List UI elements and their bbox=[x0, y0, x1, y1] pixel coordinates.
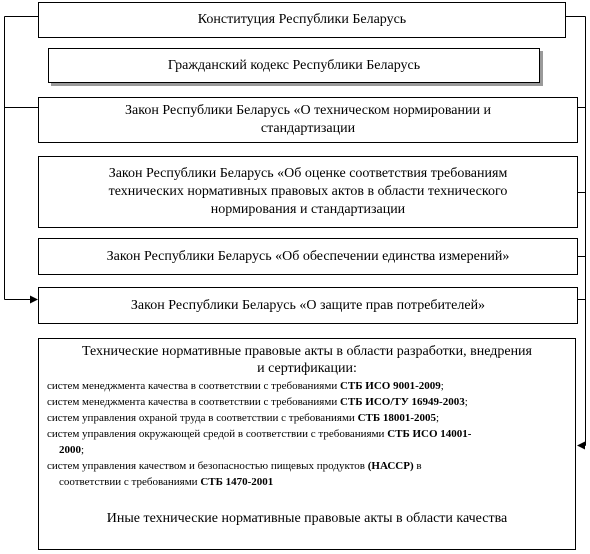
acts-item-tail: в bbox=[413, 460, 422, 472]
law-conformity-line-1: Закон Республики Беларусь «Об оценке соответствия требованиям bbox=[108, 166, 508, 181]
acts-item-tail: ; bbox=[464, 396, 468, 408]
acts-item bbox=[39, 474, 575, 490]
acts-item bbox=[39, 410, 575, 426]
acts-item-tail: ; bbox=[81, 444, 85, 456]
law-measure-label: Закон Республики Беларусь «Об обеспечении единства измерений» bbox=[106, 248, 510, 264]
constitution-label: Конституция Республики Беларусь bbox=[197, 12, 407, 27]
acts-item bbox=[39, 394, 575, 410]
acts-item-text: систем управления окружающей средой в соответствии с требованиями bbox=[47, 428, 388, 440]
technical-acts-box bbox=[38, 338, 576, 550]
law-measure-box bbox=[38, 238, 578, 275]
acts-item bbox=[39, 442, 575, 458]
acts-item-text: систем управления качеством и безопасностью пищевых продуктов bbox=[47, 460, 368, 472]
acts-item-text: систем управления охраной труда в соответствии с требованиями bbox=[47, 412, 358, 424]
acts-item-standard: (НАССР) bbox=[367, 460, 414, 472]
law-conformity-line-3: нормирования и стандартизации bbox=[210, 202, 406, 217]
acts-item bbox=[39, 458, 575, 474]
acts-item-standard: СТБ ИСО 9001-2009 bbox=[339, 380, 441, 392]
acts-item-text: систем менеджмента качества в соответствии с требованиями bbox=[47, 396, 340, 408]
acts-item-text: систем менеджмента качества в соответствии с требованиями bbox=[47, 380, 340, 392]
acts-item-tail: ; bbox=[440, 380, 444, 392]
acts-item-standard: СТБ 18001-2005 bbox=[357, 412, 437, 424]
constitution-box bbox=[38, 2, 566, 38]
acts-item-standard: СТБ 1470-2001 bbox=[200, 476, 274, 488]
acts-item-standard: СТБ ИСО/ТУ 16949-2003 bbox=[339, 396, 465, 408]
law-tech-line-1: Закон Республики Беларусь «О техническом нормировании и bbox=[125, 103, 491, 118]
law-tech-box bbox=[38, 97, 578, 143]
law-consumer-box bbox=[38, 287, 578, 324]
acts-item-standard: СТБ ИСО 14001- bbox=[387, 428, 472, 440]
acts-item-standard: 2000 bbox=[59, 444, 81, 456]
civil-code-label: Гражданский кодекс Республики Беларусь bbox=[167, 57, 421, 73]
acts-item-text: соответствии с требованиями bbox=[59, 476, 201, 488]
law-conformity-box bbox=[38, 156, 578, 228]
acts-item bbox=[39, 378, 575, 394]
civil-code-box bbox=[48, 48, 540, 83]
law-tech-line-2: стандартизации bbox=[260, 121, 356, 136]
acts-item bbox=[39, 426, 575, 442]
technical-acts-footer: Иные технические нормативные правовые акты в области качества bbox=[106, 511, 508, 526]
acts-item-tail: ; bbox=[436, 412, 440, 424]
law-consumer-label: Закон Республики Беларусь «О защите прав потребителей» bbox=[130, 297, 486, 313]
technical-acts-heading-line-2: и сертификации: bbox=[257, 361, 357, 376]
technical-acts-list bbox=[39, 378, 575, 490]
law-conformity-line-2: технических нормативных правовых актов в области технического bbox=[108, 184, 508, 199]
technical-acts-heading bbox=[39, 343, 575, 377]
technical-acts-heading-line-1: Технические нормативные правовые акты в области разработки, внедрения bbox=[81, 344, 532, 359]
